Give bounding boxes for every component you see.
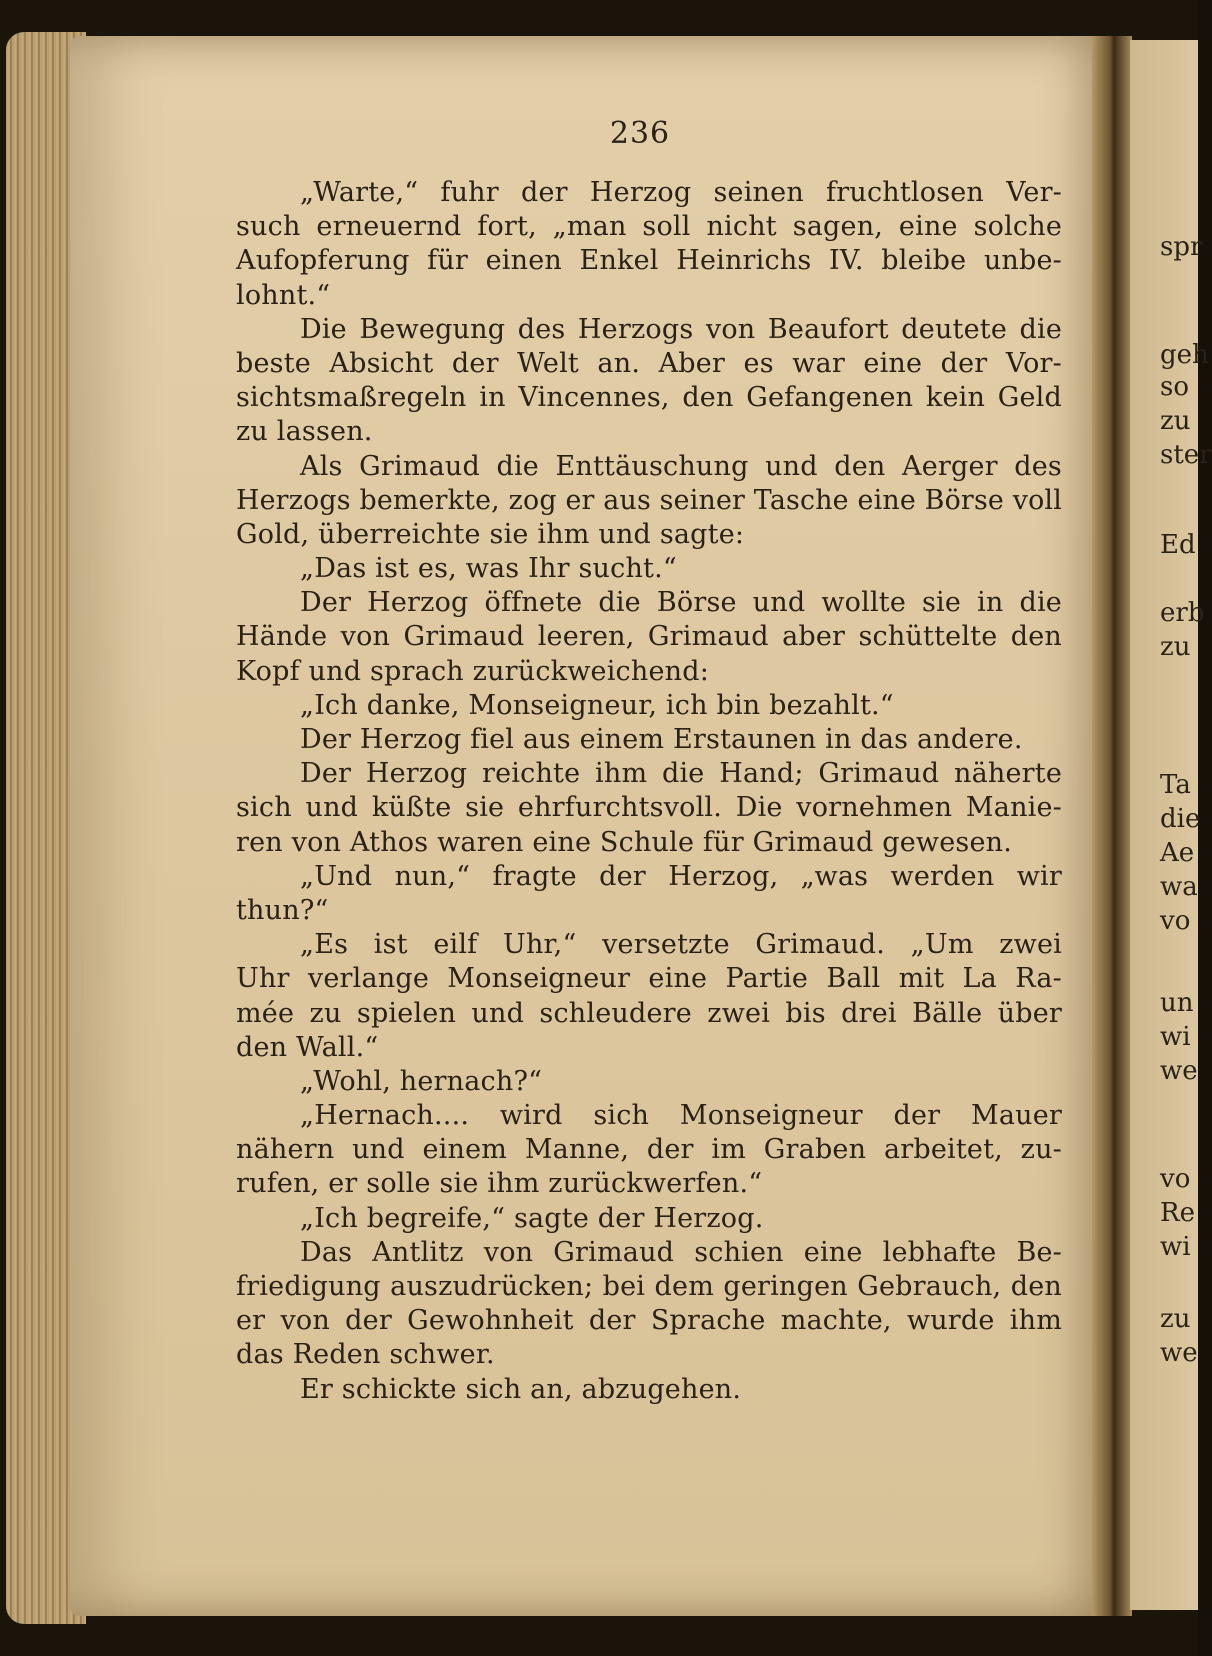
facing-page-fragment: spr [1160,232,1203,262]
text-line: mée zu spielen und schleudere zwei bis drei Bälle über [236,997,1062,1029]
text-line: den Wall.“ [236,1031,379,1063]
text-line: rufen, er solle sie ihm zurückwerfen.“ [236,1168,763,1200]
facing-page-fragment: zu [1160,632,1191,662]
text-line: „Wohl, hernach?“ [300,1065,543,1097]
facing-page-fragment: we [1160,1056,1198,1086]
text-line: „Warte,“ fuhr der Herzog seinen fruchtlosen Ver- [300,177,1062,208]
text-line: Der Herzog fiel aus einem Erstaunen in das andere. [300,724,1023,755]
facing-page-fragment: zu [1160,406,1191,436]
facing-page-fragment: un [1160,988,1194,1018]
text-line: „Und nun,“ fragte der Herzog, „was werden wir [300,860,1062,892]
text-line: beste Absicht der Welt an. Aber es war eine der Vor- [236,347,1062,379]
facing-page-fragment: geh [1160,340,1209,370]
facing-page-fragment: we [1160,1338,1198,1368]
text-line: sichtsmaßregeln in Vincennes, den Gefangenen kein Geld [236,382,1062,414]
text-line: Kopf und sprach zurückweichend: [236,655,710,687]
text-line: nähern und einem Manne, der im Graben arbeitet, zu- [236,1134,1062,1166]
text-line: ren von Athos waren eine Schule für Grimaud gewesen. [236,826,1013,858]
facing-page-fragment: wi [1160,1022,1191,1052]
text-line: Der Herzog reichte ihm die Hand; Grimaud näherte [300,758,1062,790]
text-line: zu lassen. [236,416,373,448]
text-line: „Ich begreife,“ sagte der Herzog. [300,1202,764,1234]
book-gutter [1092,36,1132,1616]
text-line: Das Antlitz von Grimaud schien eine lebhafte Be- [300,1236,1062,1268]
text-line: such erneuernd fort, „man soll nicht sagen, eine solche [236,211,1062,243]
text-line: „Hernach.... wird sich Monseigneur der Mauer [300,1100,1062,1132]
facing-page-fragment: zu [1160,1304,1191,1334]
text-line: Der Herzog öffnete die Börse und wollte sie in die [300,587,1062,619]
text-line: Herzogs bemerkte, zog er aus seiner Tasche eine Börse voll [236,484,1062,516]
text-line: friedigung auszudrücken; bei dem geringen Gebrauch, den [236,1271,1062,1302]
text-line: Uhr verlange Monseigneur eine Partie Ball mit La Ra- [236,963,1062,995]
text-line: lohnt.“ [236,279,331,311]
text-line: sich und küßte sie ehrfurchtsvoll. Die vornehmen Manie- [236,792,1062,824]
facing-page-fragment: so [1160,372,1189,402]
text-line: Hände von Grimaud leeren, Grimaud aber schüttelte den [236,621,1062,653]
facing-page-fragment: Ed [1160,530,1196,560]
facing-page-fragment: Ta [1160,770,1191,800]
facing-page-fragment: vo [1160,1164,1191,1194]
body-text [236,176,1062,1407]
facing-page-fragment: vo [1160,906,1191,936]
facing-page-fragment: ster [1160,440,1212,470]
facing-page-fragment: wi [1160,1232,1191,1262]
text-line: Gold, überreichte sie ihm und sagte: [236,518,745,550]
text-line: Als Grimaud die Enttäuschung und den Aerger des [300,450,1062,482]
text-line: „Ich danke, Monseigneur, ich bin bezahlt.“ [300,689,894,721]
text-line: Aufopferung für einen Enkel Heinrichs IV. bleibe unbe- [236,245,1062,277]
text-line: das Reden schwer. [236,1339,495,1371]
text-line: Die Bewegung des Herzogs von Beaufort deutete die [300,313,1062,345]
text-line: „Das ist es, was Ihr sucht.“ [300,553,677,585]
facing-page-fragment: die [1160,804,1201,834]
facing-page-fragment: Re [1160,1198,1195,1228]
text-line: er von der Gewohnheit der Sprache machte, wurde ihm [236,1305,1062,1337]
text-line: Er schickte sich an, abzugehen. [300,1373,742,1405]
text-line: thun?“ [236,894,329,926]
page-number: 236 [609,116,671,151]
text-line: „Es ist eilf Uhr,“ versetzte Grimaud. „Um zwei [300,929,1062,961]
facing-page-fragments [1160,0,1212,1656]
facing-page-fragment: wa [1160,872,1198,902]
facing-page-fragment: erb [1160,598,1205,628]
facing-page-fragment: Ae [1160,838,1195,868]
